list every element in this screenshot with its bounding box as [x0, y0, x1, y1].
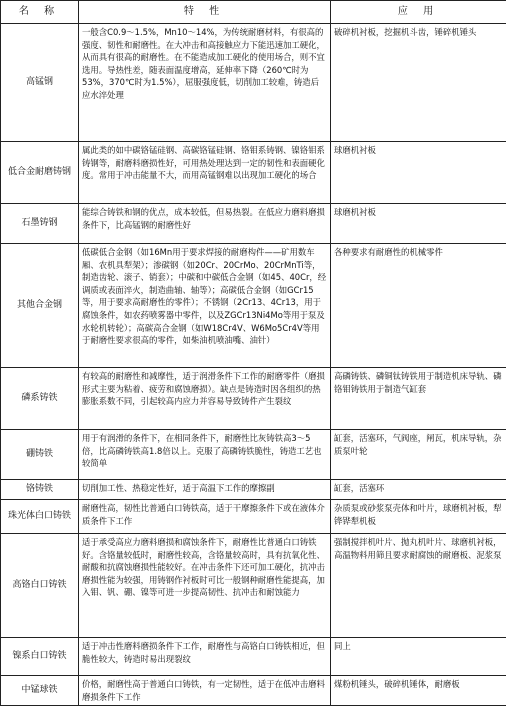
- table-row: [1, 204, 506, 244]
- material-application: 强制搅拌机叶片、抛丸机叶片、球磨机衬板，高温物料用筛且要求耐腐蚀的耐磨板、泥浆泵: [331, 534, 506, 638]
- table-row: [1, 244, 506, 368]
- header-application: 应 用: [331, 1, 506, 24]
- material-property: 低碳低合金钢（如16Mn用于要求焊接的耐磨构件——矿用数车厢、农机具犁架）；渗碳钢（如20Cr、20CrMo、20CrMnTi等，制造齿轮、滚子、销套）；中碳和中碳低合金钢（如45、40Cr，经调质或表面淬火，制造曲轴、轴等）；高碳低合金钢（如GCr15等，用于要求高耐磨性的零件）；不锈钢（2Cr13、4Cr13，用于腐蚀条件，如农药喷雾器中零件，以及ZGCr13Ni4Mo等用于泵及水轮机转轮）；高碳高合金钢（如W18Cr4V、W6Mo5Cr4V等用于耐磨性要求很高的零件，如柴油机喷油嘴、油针）: [79, 244, 331, 368]
- material-property: 适于承受高应力磨料磨损和腐蚀条件下，耐磨性比普通白口铸铁好。含铬量较低时，耐磨性较高，含铬量较高时，具有抗氧化性、耐酸和抗腐蚀磨损性能较好。在冲击条件下还可加工硬化，抗冲击磨损性能为较强，用铸钢作衬板时可比一般钢种耐磨性能提高，加入钼、钒、硼、镍等可进一步提高韧性、抗冲击和耐蚀能力: [79, 534, 331, 638]
- header-name: 名 称: [1, 1, 79, 24]
- material-property: 用于有润滑的条件下，在相同条件下，耐磨性比灰铸铁高3～5倍，比高磷铸铁高1.8倍以上。克服了高磷铸铁脆性，铸造工艺也较简单: [79, 430, 331, 480]
- material-application: 球磨机衬板: [331, 142, 506, 204]
- table-row: [1, 368, 506, 430]
- material-name: 高锰钢: [1, 24, 79, 142]
- table-row: [1, 638, 506, 676]
- material-property: 有较高的耐磨性和减摩性，适于润滑条件下工作的耐磨零件（磨损形式主要为粘着、疲劳和腐蚀磨损）。缺点是铸造时因各组织的热膨胀系数不同，引起较高内应力并容易导致铸件产生裂纹: [79, 368, 331, 430]
- table-row: [1, 142, 506, 204]
- table-row: [1, 534, 506, 638]
- material-application: 同上: [331, 638, 506, 676]
- material-property: 耐磨性高，韧性比普通白口铸铁高，适于干摩擦条件下或在液体介质条件下工作: [79, 500, 331, 534]
- table-row: [1, 676, 506, 706]
- material-property: 适于冲击性磨料磨损条件下工作，耐磨性与高铬白口铸铁相近，但脆性较大，铸造时易出现裂纹: [79, 638, 331, 676]
- material-name: 中锰球铁: [1, 676, 79, 706]
- material-application: 各种要求有耐磨性的机械零件: [331, 244, 506, 368]
- table-row: [1, 480, 506, 500]
- material-application: 缸套，活塞环，气阀座，闸瓦，机床导轨，杂质泵叶轮: [331, 430, 506, 480]
- material-name: 硼铸铁: [1, 430, 79, 480]
- header-row: [1, 1, 506, 24]
- material-application: 杂质泵或砂浆泵壳体和叶片，球磨机衬板，犁铧铧犁机板: [331, 500, 506, 534]
- material-application: 煤粉机锤头，破碎机锤体，耐磨板: [331, 676, 506, 706]
- material-name: 磷系铸铁: [1, 368, 79, 430]
- table-row: [1, 500, 506, 534]
- material-application: 缸套，活塞环: [331, 480, 506, 500]
- material-name: 镍系白口铸铁: [1, 638, 79, 676]
- material-application: 球磨机衬板: [331, 204, 506, 244]
- material-name: 其他合金钢: [1, 244, 79, 368]
- material-name: 石墨铸钢: [1, 204, 79, 244]
- header-property: 特 性: [79, 1, 331, 24]
- table-row: [1, 24, 506, 142]
- table-row: [1, 430, 506, 480]
- material-name: 珠光体白口铸铁: [1, 500, 79, 534]
- material-property: 属此类的如中碳铬锰硅钢、高碳铬锰硅钢、铬钼系铸钢、镍铬钼系铸钢等，耐磨料磨损性好，可用热处理达到一定的韧性和表面硬化度。常用于冲击能量不大，而用高锰钢难以出现加工硬化的场合: [79, 142, 331, 204]
- material-name: 铬铸铁: [1, 480, 79, 500]
- material-property: 价格，耐磨性高于普通白口铸铁，有一定韧性，适于在低冲击磨料磨损条件下工作: [79, 676, 331, 706]
- material-property: 能综合铸铁和钢的优点，成本较低，但易热裂。在低应力磨料磨损条件下，比高锰钢的耐磨性好: [79, 204, 331, 244]
- material-name: 低合金耐磨铸钢: [1, 142, 79, 204]
- material-name: 高铬白口铸铁: [1, 534, 79, 638]
- material-application: 高磷铸铁、磷铜钛铸铁用于制造机床导轨、磷铬钼铸铁用于制造气缸套: [331, 368, 506, 430]
- material-property: 切削加工性、热稳定性好，适于高温下工作的摩擦副: [79, 480, 331, 500]
- material-application: 破碎机衬板，挖掘机斗齿，锤碎机锤头: [331, 24, 506, 142]
- material-property: 一般含C0.9～1.5%，Mn10～14%，为传统耐磨材料，有很高的强度、韧性和耐磨性。在大冲击和高接触应力下能迅速加工硬化，从而具有很高的耐磨性。在不能造成加工硬化的使用场合，则不宜选用。导热性差，随表面温度增高，延伸率下降（260℃时为53%，370℃时为1.5%），屈服强度低，切削加工较难，铸造后应水淬处理: [79, 24, 331, 142]
